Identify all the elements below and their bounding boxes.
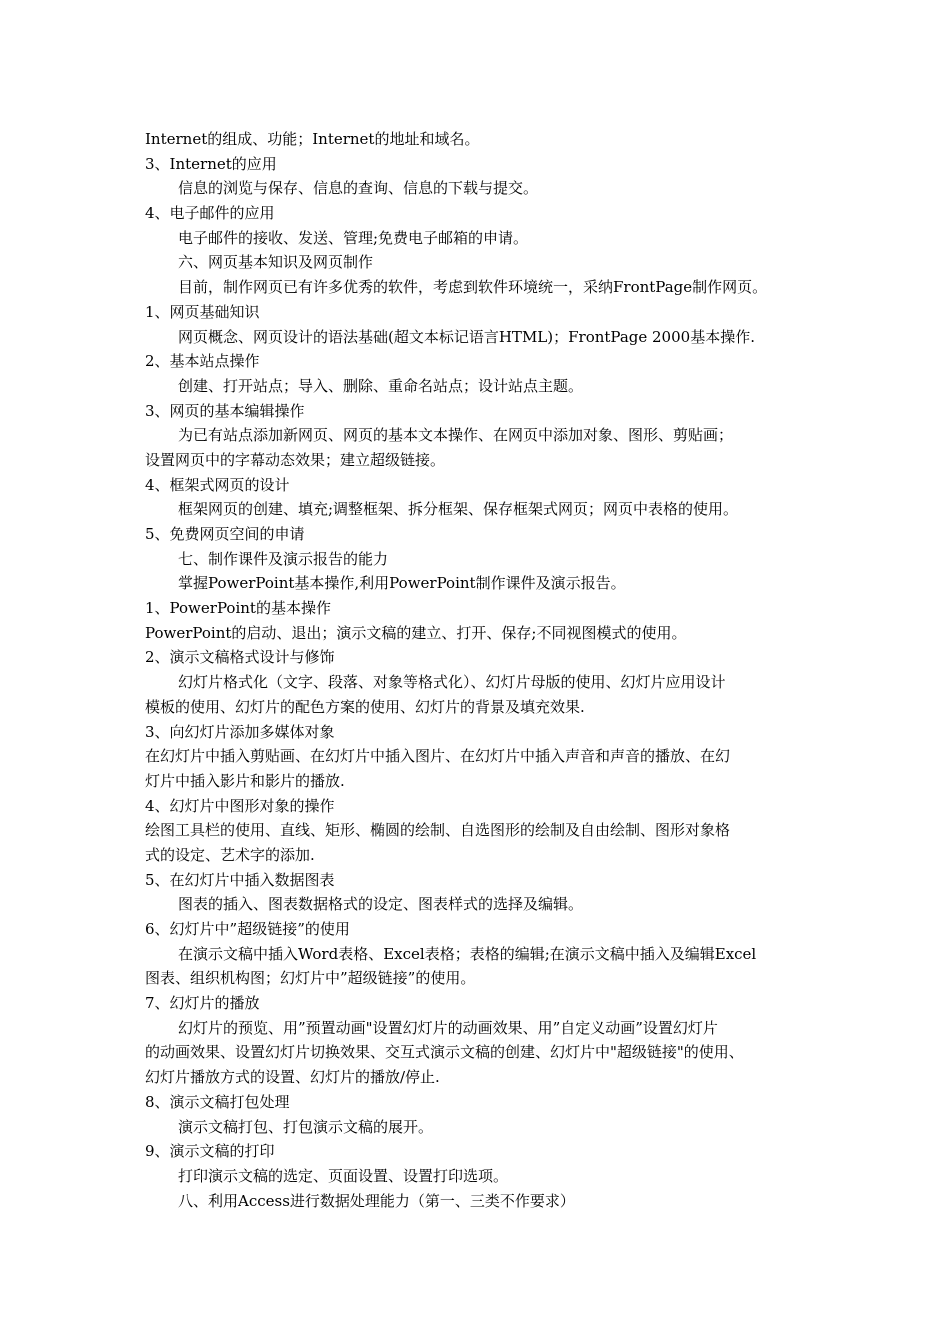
text-line: 设置网页中的字幕动态效果；建立超级链接。	[145, 450, 446, 469]
text-line: 打印演示文稿的选定、页面设置、设置打印选项。	[178, 1166, 509, 1185]
text-line: 六、网页基本知识及网页制作	[178, 253, 374, 272]
text-line: 在幻灯片中插入剪贴画、在幻灯片中插入图片、在幻灯片中插入声音和声音的播放、在幻	[145, 747, 731, 766]
text-line: 七、制作课件及演示报告的能力	[178, 549, 389, 568]
text-line: 信息的浏览与保存、信息的查询、信息的下载与提交。	[178, 179, 539, 198]
text-line: 八、利用Access进行数据处理能力（第一、三类不作要求）	[178, 1191, 575, 1210]
text-line: 1、网页基础知识	[145, 302, 260, 321]
text-line: 图表、组织机构图；幻灯片中”超级链接”的使用。	[145, 969, 476, 988]
text-line: 为已有站点添加新网页、网页的基本文本操作、在网页中添加对象、图形、剪贴画；	[178, 426, 734, 445]
text-line: 6、幻灯片中”超级链接”的使用	[145, 920, 350, 938]
text-line: 3、Internet的应用	[145, 154, 277, 173]
text-line: 掌握PowerPoint基本操作,利用PowerPoint制作课件及演示报告。	[178, 574, 626, 593]
text-line: 在演示文稿中插入Word表格、Excel表格；表格的编辑;在演示文稿中插入及编辑Excel	[178, 944, 757, 963]
text-line: 幻灯片的预览、用”预置动画"设置幻灯片的动画效果、用”自定义动画”设置幻灯片	[178, 1018, 718, 1037]
text-line: Internet的组成、功能；Internet的地址和域名。	[145, 130, 480, 148]
text-line: 框架网页的创建、填充;调整框架、拆分框架、保存框架式网页；网页中表格的使用。	[178, 500, 739, 519]
text-line: 2、演示文稿格式设计与修饰	[145, 648, 335, 667]
text-line: 2、基本站点操作	[145, 352, 260, 371]
text-line: 演示文稿打包、打包演示文稿的展开。	[178, 1117, 434, 1136]
text-line: 4、幻灯片中图形对象的操作	[145, 796, 335, 815]
text-line: 创建、打开站点；导入、删除、重命名站点；设计站点主题。	[178, 376, 584, 395]
text-line: 4、框架式网页的设计	[145, 475, 290, 494]
text-line: 幻灯片播放方式的设置、幻灯片的播放/停止.	[145, 1068, 440, 1087]
text-line: 网页概念、网页设计的语法基础(超文本标记语言HTML)；FrontPage 2000基本操作.	[178, 327, 755, 346]
text-line: 图表的插入、图表数据格式的设定、图表样式的选择及编辑。	[178, 895, 584, 914]
text-line: 电子邮件的接收、发送、管理;免费电子邮箱的申请。	[178, 228, 529, 247]
text-line: 5、在幻灯片中插入数据图表	[145, 870, 335, 889]
text-line: 模板的使用、幻灯片的配色方案的使用、幻灯片的背景及填充效果.	[145, 697, 585, 716]
text-line: 4、电子邮件的应用	[145, 204, 275, 223]
text-line: 8、演示文稿打包处理	[145, 1092, 290, 1111]
text-line: 3、向幻灯片添加多媒体对象	[145, 722, 335, 741]
document-body	[145, 127, 825, 1213]
text-line: 5、免费网页空间的申请	[145, 525, 305, 543]
text-line: 绘图工具栏的使用、直线、矩形、椭圆的绘制、自选图形的绘制及自由绘制、图形对象格	[145, 821, 731, 840]
text-line: 1、PowerPoint的基本操作	[145, 599, 331, 618]
text-line: 式的设定、艺术字的添加.	[145, 845, 315, 864]
text-line: 7、幻灯片的播放	[145, 994, 260, 1013]
text-line: 目前，制作网页已有许多优秀的软件，考虑到软件环境统一，采纳FrontPage制作网页。	[178, 278, 768, 297]
text-line: 的动画效果、设置幻灯片切换效果、交互式演示文稿的创建、幻灯片中"超级链接"的使用、	[145, 1043, 744, 1062]
text-line: PowerPoint的启动、退出；演示文稿的建立、打开、保存;不同视图模式的使用。	[145, 623, 687, 642]
text-line: 9、演示文稿的打印	[145, 1142, 275, 1161]
text-line: 幻灯片格式化（文字、段落、对象等格式化）、幻灯片母版的使用、幻灯片应用设计	[178, 673, 726, 692]
text-line: 3、网页的基本编辑操作	[145, 401, 305, 420]
text-line: 灯片中插入影片和影片的播放.	[145, 771, 345, 790]
